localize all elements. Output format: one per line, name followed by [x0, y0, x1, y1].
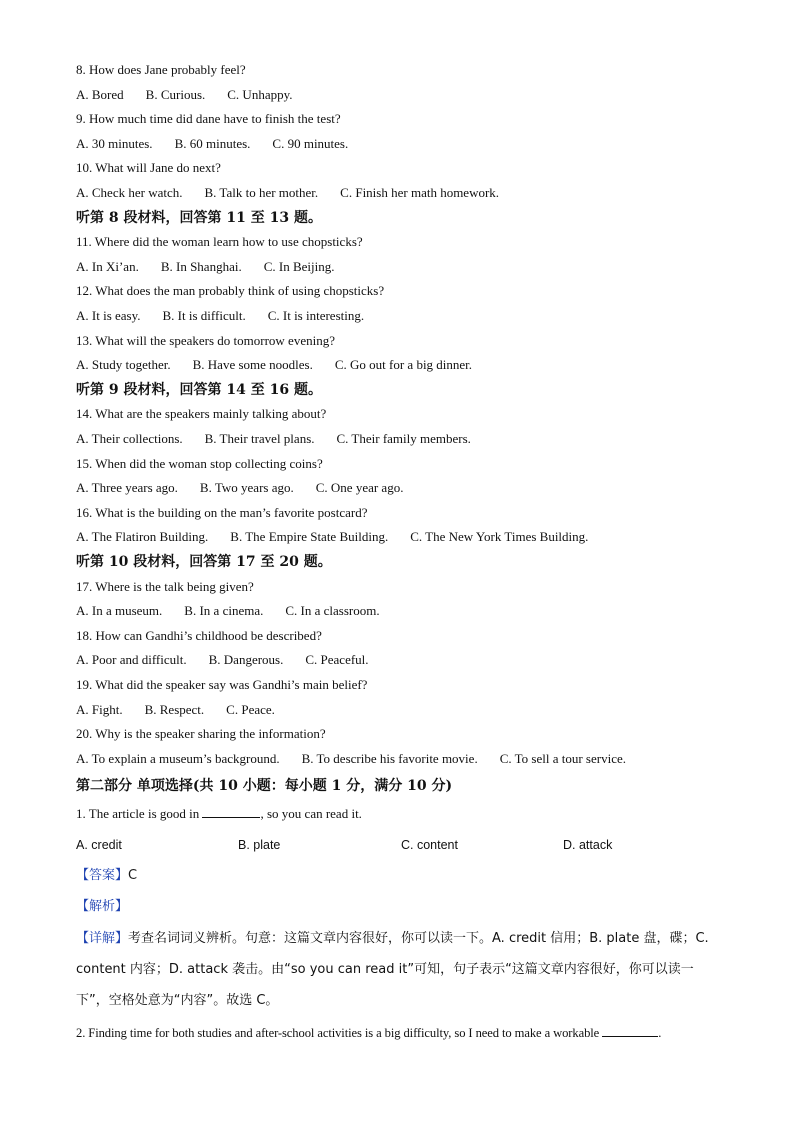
question-options — [76, 357, 472, 373]
question-options — [76, 431, 471, 447]
answer-label: 【答案】 — [76, 868, 129, 883]
option-a: A. The Flatiron Building. — [76, 529, 209, 545]
option-b: B. Two years ago. — [199, 480, 294, 496]
question-options — [76, 529, 588, 545]
option-c: C. To sell a tour service. — [499, 750, 626, 766]
option-c: C. Unhappy. — [227, 86, 293, 102]
question-options — [76, 136, 348, 152]
option-b: B. Their travel plans. — [204, 431, 315, 446]
option-c: C. Their family members. — [336, 431, 471, 446]
option-a: A. Their collections. — [76, 431, 183, 446]
question-options — [76, 603, 380, 619]
part2-heading: 第二部分 单项选择(共 10 小题：每小题 1 分，满分 10 分) — [76, 778, 453, 794]
question-stem: 15. When did the woman stop collecting coins? — [76, 455, 323, 471]
option-a: A. Poor and difficult. — [76, 652, 187, 668]
option-a: A. 30 minutes. — [76, 135, 153, 151]
question-2-stem-start: 2. Finding time for both studies and after-school activities is a big difficulty, so I need to make a workable — [76, 1026, 603, 1040]
option-a: A. It is easy. — [76, 308, 141, 323]
option-a: A. Study together. — [76, 357, 171, 373]
question-options — [76, 702, 275, 718]
question-stem: 13. What will the speakers do tomorrow evening? — [76, 332, 335, 348]
answer-blank — [202, 806, 260, 818]
option-c: C. Go out for a big dinner. — [334, 357, 473, 373]
detail-paragraph — [76, 923, 726, 1016]
question-1-stem-start: 1. The article is good in — [76, 806, 203, 821]
question-stem: 19. What did the speaker say was Gandhi’s main belief? — [76, 677, 368, 692]
answer-line — [76, 868, 137, 884]
detail-label: 【详解】 — [76, 931, 129, 946]
question-stem: 14. What are the speakers mainly talking about? — [76, 406, 327, 422]
question-options — [76, 308, 364, 324]
question-options — [76, 259, 335, 275]
question-options — [76, 652, 369, 668]
option-c: C. In a classroom. — [285, 603, 380, 619]
question-options — [76, 751, 626, 767]
option-b: B. Curious. — [145, 86, 206, 102]
question-2-stem-end: . — [658, 1026, 662, 1040]
option-b: B. It is difficult. — [162, 308, 246, 323]
option-a: A. Three years ago. — [76, 480, 178, 496]
option-a: A. In Xi’an. — [76, 258, 139, 274]
option-c: C. 90 minutes. — [272, 135, 349, 151]
question-stem: 17. Where is the talk being given? — [76, 578, 254, 594]
question-2 — [76, 1025, 661, 1041]
option-a: A. Check her watch. — [76, 185, 183, 200]
option-c: C. In Beijing. — [263, 258, 335, 274]
question-options — [76, 480, 403, 496]
question-stem: 18. How can Gandhi’s childhood be described? — [76, 627, 322, 643]
question-stem: 9. How much time did dane have to finish the test? — [76, 111, 341, 127]
analysis-label: 【解析】 — [76, 899, 129, 914]
option-b: B. To describe his favorite movie. — [301, 750, 478, 766]
option-b: B. Respect. — [144, 701, 205, 717]
question-stem: 8. How does Jane probably feel? — [76, 62, 246, 77]
question-options — [76, 185, 499, 201]
answer-blank — [602, 1025, 658, 1037]
question-stem: 12. What does the man probably think of using chopsticks? — [76, 283, 385, 299]
option-d: D. attack — [563, 838, 613, 852]
question-1 — [76, 806, 362, 822]
question-options — [76, 87, 293, 103]
answer-value: C — [128, 868, 138, 883]
option-b: B. Talk to her mother. — [204, 185, 319, 200]
option-c: C. Peace. — [226, 701, 275, 717]
option-b: B. Dangerous. — [208, 652, 284, 668]
option-c: C. One year ago. — [315, 480, 404, 496]
option-a: A. To explain a museum’s background. — [76, 750, 280, 766]
option-b: B. In a cinema. — [184, 603, 264, 619]
section-heading: 听第 8 段材料，回答第 11 至 13 题。 — [76, 209, 322, 226]
option-a: A. In a museum. — [76, 603, 163, 619]
section-heading: 听第 10 段材料，回答第 17 至 20 题。 — [76, 554, 332, 570]
option-c: C. Finish her math homework. — [340, 185, 500, 200]
option-b: B. plate — [238, 838, 281, 852]
question-stem: 16. What is the building on the man’s favorite postcard? — [76, 504, 368, 520]
option-b: B. In Shanghai. — [160, 258, 242, 274]
option-c: C. It is interesting. — [267, 308, 365, 323]
option-a: A. Fight. — [76, 701, 123, 717]
option-a: A. credit — [76, 838, 122, 852]
question-1-stem-end: , so you can read it. — [260, 806, 362, 821]
option-c: C. The New York Times Building. — [410, 529, 589, 545]
option-c: C. content — [401, 838, 458, 852]
detail-text: 考查名词词义辨析。句意：这篇文章内容很好，你可以读一下。A. credit 信用；B. plate 盘，碟；C. content 内容；D. attack 袭击。由“so you can read it”可知，句子表示“这篇文章内容很好，你可以读一下”，空格处意为“内容”。故选 C。 — [76, 931, 709, 1008]
question-stem: 20. Why is the speaker sharing the information? — [76, 726, 326, 742]
option-b: B. Have some noodles. — [192, 357, 313, 373]
option-c: C. Peaceful. — [305, 652, 369, 668]
section-heading: 听第 9 段材料，回答第 14 至 16 题。 — [76, 381, 322, 398]
option-a: A. Bored — [76, 86, 124, 102]
option-b: B. 60 minutes. — [174, 135, 251, 151]
option-b: B. The Empire State Building. — [230, 529, 389, 545]
question-stem: 11. Where did the woman learn how to use chopsticks? — [76, 234, 363, 250]
question-stem: 10. What will Jane do next? — [76, 160, 221, 176]
